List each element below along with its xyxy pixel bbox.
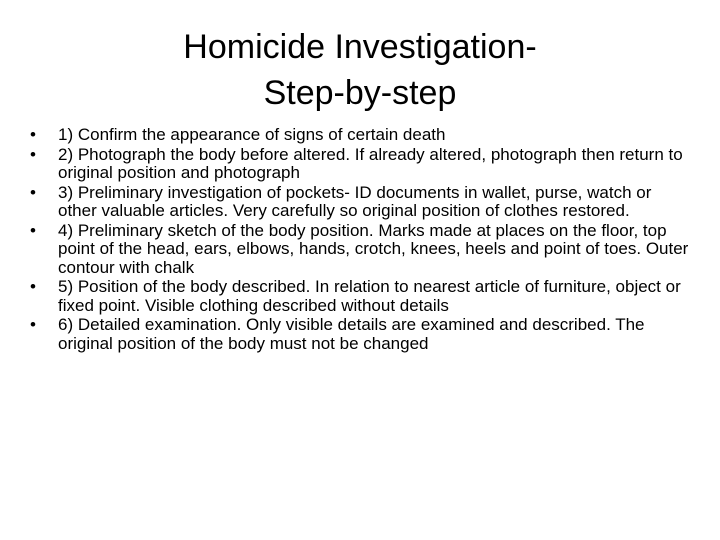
slide-title [60,24,660,116]
bullet-dot-icon: • [30,144,36,164]
bullet-item-3 [22,184,694,221]
bullet-dot-icon: • [30,277,36,296]
bullet-item-1 [22,126,694,145]
bullet-list [22,126,694,354]
bullet-item-2 [22,146,694,183]
bullet-text: 2) Photograph the body before altered. If already altered, photograph then return to original position and photograph [58,144,683,182]
bullet-item-4 [22,222,694,278]
bullet-text: 6) Detailed examination. Only visible details are examined and described. The original position of the body must not be changed [58,315,645,353]
bullet-text: 3) Preliminary investigation of pockets- ID documents in wallet, purse, watch or other valuable articles. Very carefully so original position of clothes restored. [58,182,652,220]
bullet-text: 5) Position of the body described. In relation to nearest article of furniture, object or fixed point. Visible clothing described without details [58,277,681,315]
bullet-dot-icon: • [30,125,36,144]
bullet-text: 1) Confirm the appearance of signs of certain death [58,125,446,144]
slide-title-line-1: Homicide Investigation- [183,28,537,66]
slide-title-line-2: Step-by-step [263,74,457,112]
bullet-item-6 [22,316,694,353]
bullet-text: 4) Preliminary sketch of the body position. Marks made at places on the floor, top point of the head, ears, elbows, hands, crotch, knees, heels and point of toes. Outer contour with chalk [58,220,689,277]
bullet-dot-icon: • [30,315,36,334]
bullet-dot-icon: • [30,182,36,202]
bullet-item-5 [22,278,694,315]
bullet-dot-icon: • [30,220,36,240]
